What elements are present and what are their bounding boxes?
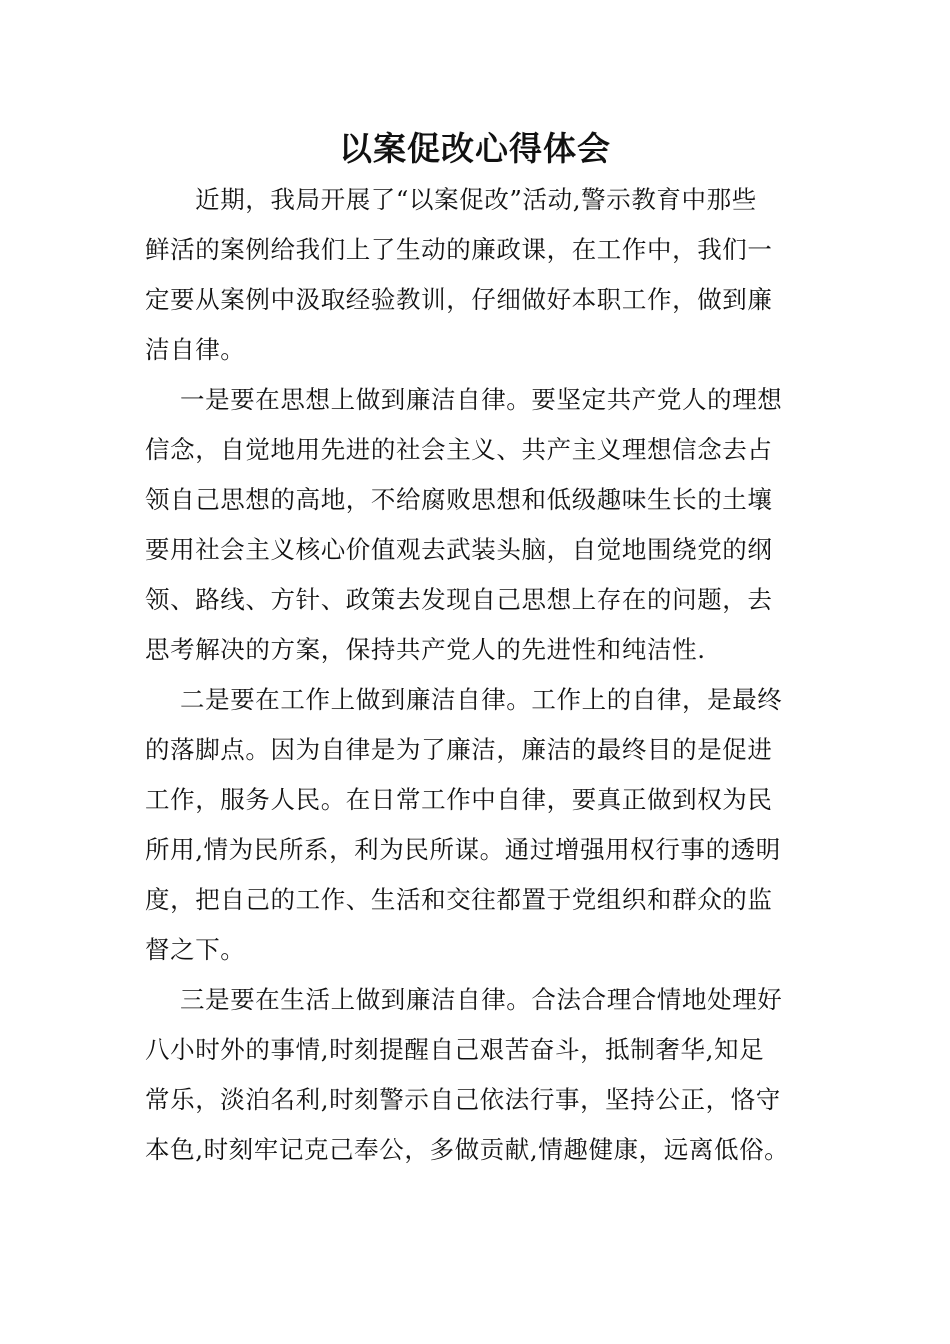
paragraph-1-line-4: 洁自律。 [145,335,246,364]
paragraph-3-line-1: 二是要在工作上做到廉洁自律。工作上的自律，是最终 [180,685,783,714]
paragraph-2-line-1: 一是要在思想上做到廉洁自律。要坚定共产党人的理想 [180,385,783,414]
paragraph-4-line-2: 八小时外的事情,时刻提醒自己艰苦奋斗，抵制奢华,知足 [145,1035,765,1064]
paragraph-2-line-6: 思考解决的方案，保持共产党人的先进性和纯洁性. [145,635,706,664]
paragraph-3-line-3: 工作，服务人民。在日常工作中自律，要真正做到权为民 [145,785,773,814]
paragraph-2-line-2: 信念，自觉地用先进的社会主义、共产主义理想信念去占 [145,435,773,464]
paragraph-1-line-3: 定要从案例中汲取经验教训，仔细做好本职工作，做到廉 [145,285,773,314]
paragraph-1-line-2: 鲜活的案例给我们上了生动的廉政课，在工作中，我们一 [145,235,773,264]
paragraph-3-line-6: 督之下。 [145,935,246,964]
paragraph-3-line-2: 的落脚点。因为自律是为了廉洁，廉洁的最终目的是促进 [145,735,773,764]
document-title: 以案促改心得体会 [339,129,611,168]
paragraph-1-line-1: 近期，我局开展了“以案促改”活动,警示教育中那些 [170,185,757,214]
paragraph-2-line-4: 要用社会主义核心价值观去武装头脑，自觉地围绕党的纲 [145,535,773,564]
paragraph-3-line-5: 度，把自己的工作、生活和交往都置于党组织和群众的监 [145,885,773,914]
paragraph-4-line-4: 本色,时刻牢记克己奉公，多做贡献,情趣健康，远离低俗。 [145,1135,790,1164]
paragraph-4-line-1: 三是要在生活上做到廉洁自律。合法合理合情地处理好 [180,985,783,1014]
paragraph-2-line-3: 领自己思想的高地，不给腐败思想和低级趣味生长的土壤 [145,485,773,514]
paragraph-4-line-3: 常乐，淡泊名利,时刻警示自己依法行事，坚持公正，恪守 [145,1085,781,1114]
paragraph-3-line-4: 所用,情为民所系，利为民所谋。通过增强用权行事的透明 [145,835,781,864]
paragraph-2-line-5: 领、路线、方针、政策去发现自己思想上存在的问题，去 [145,585,773,614]
